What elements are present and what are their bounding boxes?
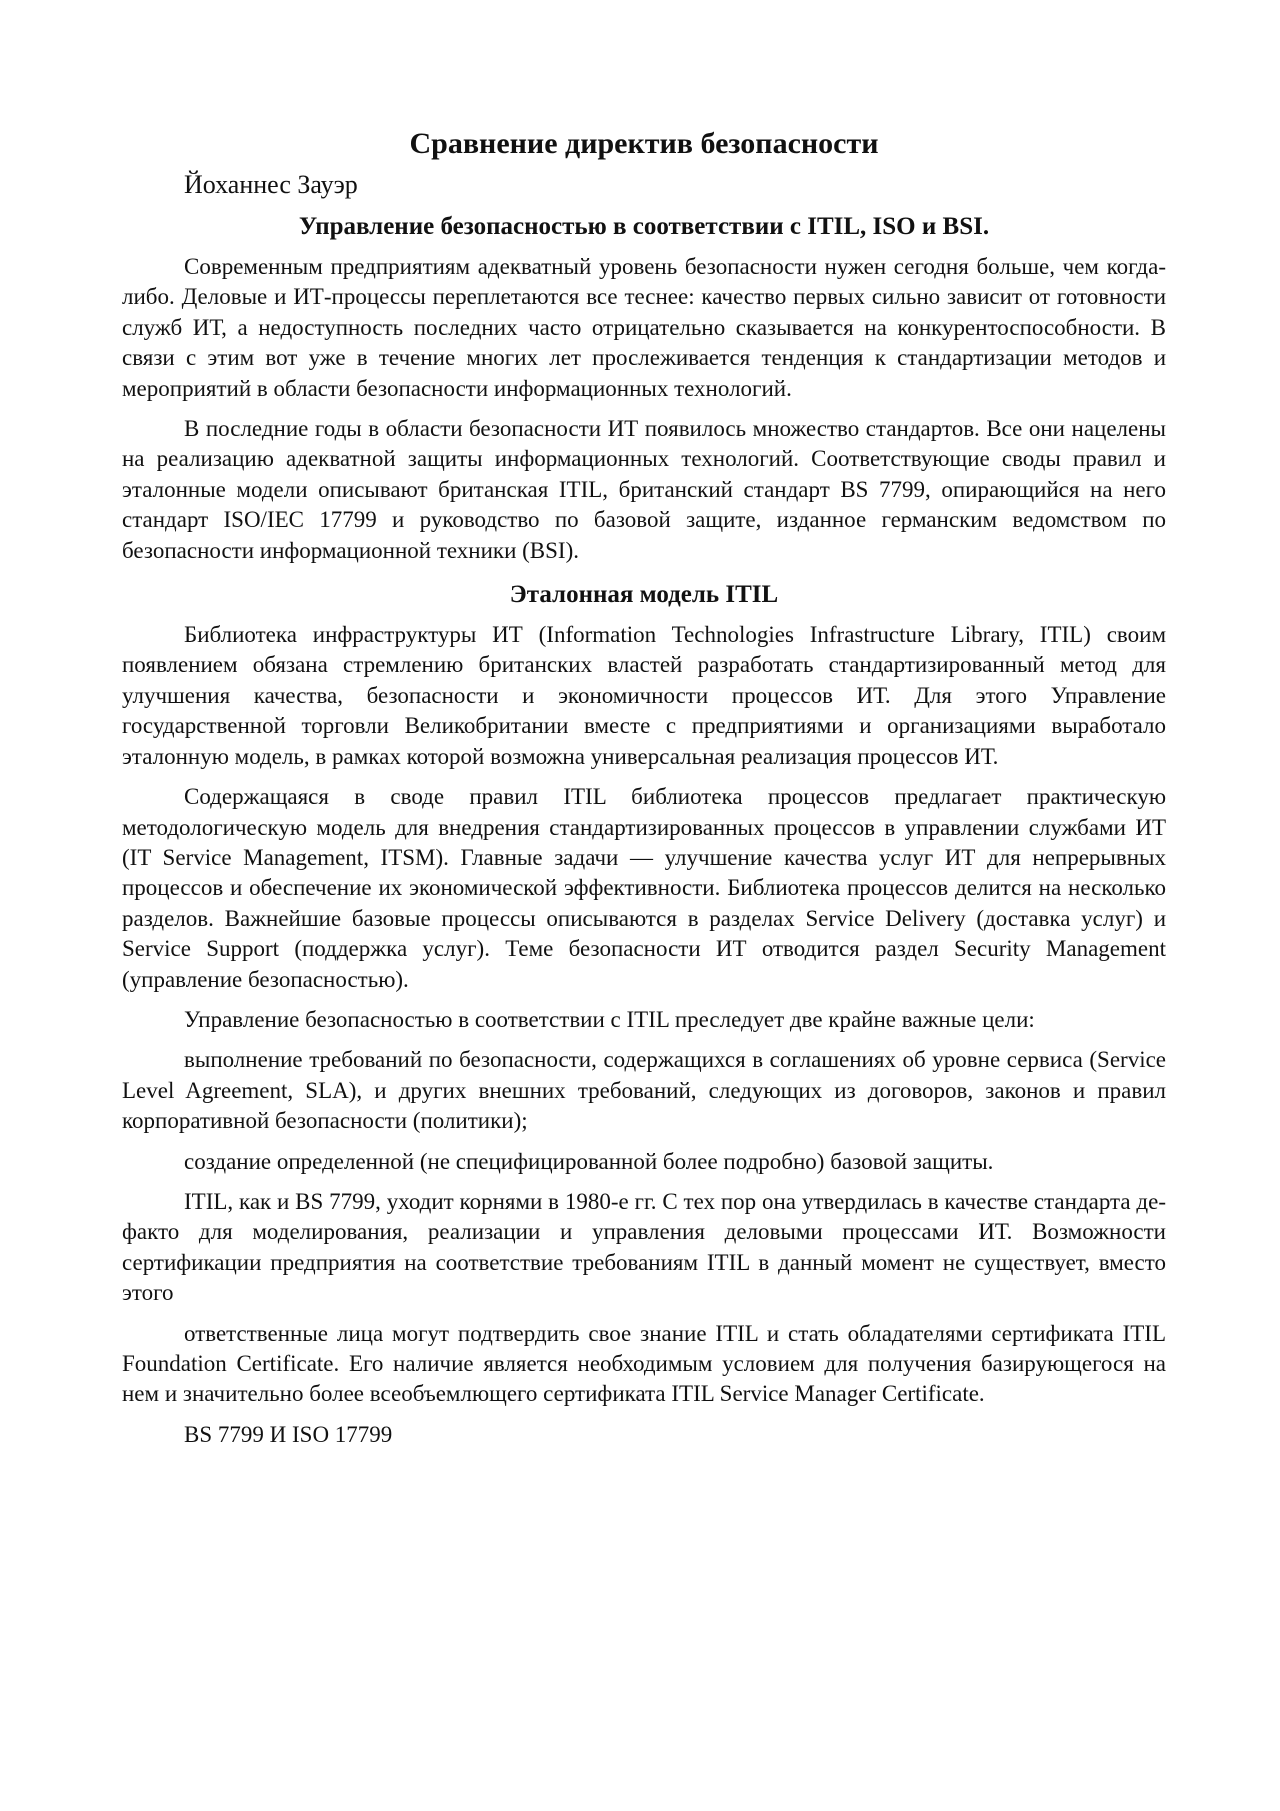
- paragraph-intro: Современным предприятиям адекватный уровень безопасности нужен сегодня больше, чем когда-либо. Деловые и ИТ-процессы переплетаются все теснее: качество первых сильно зависит от готовности служб ИТ, а недоступность последних часто отрицательно сказывается на конкурентоспособности. В связи с этим вот уже в течение многих лет прослеживается тенденция к стандартизации методов и мероприятий в области безопасности информационных технологий.: [122, 254, 1166, 401]
- paragraph-standards: В последние годы в области безопасности ИТ появилось множество стандартов. Все они нацелены на реализацию адекватной защиты информационных технологий. Соответствующие своды правил и эталонные модели описывают британская ITIL, британский стандарт BS 7799, опирающийся на него стандарт ISO/IEC 17799 и руководство по базовой защите, изданное германским ведомством по безопасности информационной техники (BSI).: [122, 416, 1166, 563]
- paragraph-itil-library: Библиотека инфраструктуры ИТ (Information Technologies Infrastructure Library, ITIL) своим появлением обязана стремлению британских властей разработать стандартизированный метод для улучшения качества, безопасности и экономичности процессов ИТ. Для этого Управление государственной торговли Великобритании вместе с предприятиями и организациями выработало эталонную модель, в рамках которой возможна универсальная реализация процессов ИТ.: [122, 622, 1166, 769]
- paragraph-itil-processes: Содержащаяся в своде правил ITIL библиотека процессов предлагает практическую методологическую модель для внедрения стандартизированных процессов в управлении службами ИТ (IT Service Management, ITSM). Главные задачи — улучшение качества услуг ИТ для непрерывных процессов и обеспечение их экономической эффективности. Библиотека процессов делится на несколько разделов. Важнейшие базовые процессы описываются в разделах Service Delivery (доставка услуг) и Service Support (поддержка услуг). Теме безопасности ИТ отводится раздел Security Management (управление безопасностью).: [122, 784, 1166, 992]
- paragraph-itil-goals: Управление безопасностью в соответствии с ITIL преследует две крайне важные цели:: [184, 1006, 1035, 1032]
- document-author: Йоханнес Зауэр: [184, 170, 358, 199]
- section-heading-security-management: Управление безопасностью в соответствии с ITIL, ISO и BSI.: [298, 213, 990, 240]
- document-body: [122, 122, 1166, 1450]
- section-heading-itil-model: Эталонная модель ITIL: [509, 581, 779, 609]
- paragraph-bs-iso: BS 7799 И ISO 17799: [184, 1421, 393, 1447]
- paragraph-goal-baseline: создание определенной (не специфицированной более подробно) базовой защиты.: [184, 1148, 994, 1174]
- document-title: Сравнение директив безопасности: [409, 127, 879, 160]
- paragraph-itil-certification: ответственные лица могут подтвердить свое знание ITIL и стать обладателями сертификата ITIL Foundation Certificate. Его наличие является необходимым условием для получения базирующегося на нем и значительно более всеобъемлющего сертификата ITIL Service Manager Certificate.: [122, 1320, 1166, 1407]
- paragraph-itil-history: ITIL, как и BS 7799, уходит корнями в 1980-е гг. С тех пор она утвердилась в качестве стандарта де-факто для моделирования, реализации и управления деловыми процессами ИТ. Возможности сертификации предприятия на соответствие требованиям ITIL в данный момент не существует, вместо этого: [122, 1188, 1166, 1306]
- paragraph-goal-requirements: выполнение требований по безопасности, содержащихся в соглашениях об уровне сервиса (Service Level Agreement, SLA), и других внешних требований, следующих из договоров, законов и правил корпоративной безопасности (политики);: [122, 1047, 1166, 1134]
